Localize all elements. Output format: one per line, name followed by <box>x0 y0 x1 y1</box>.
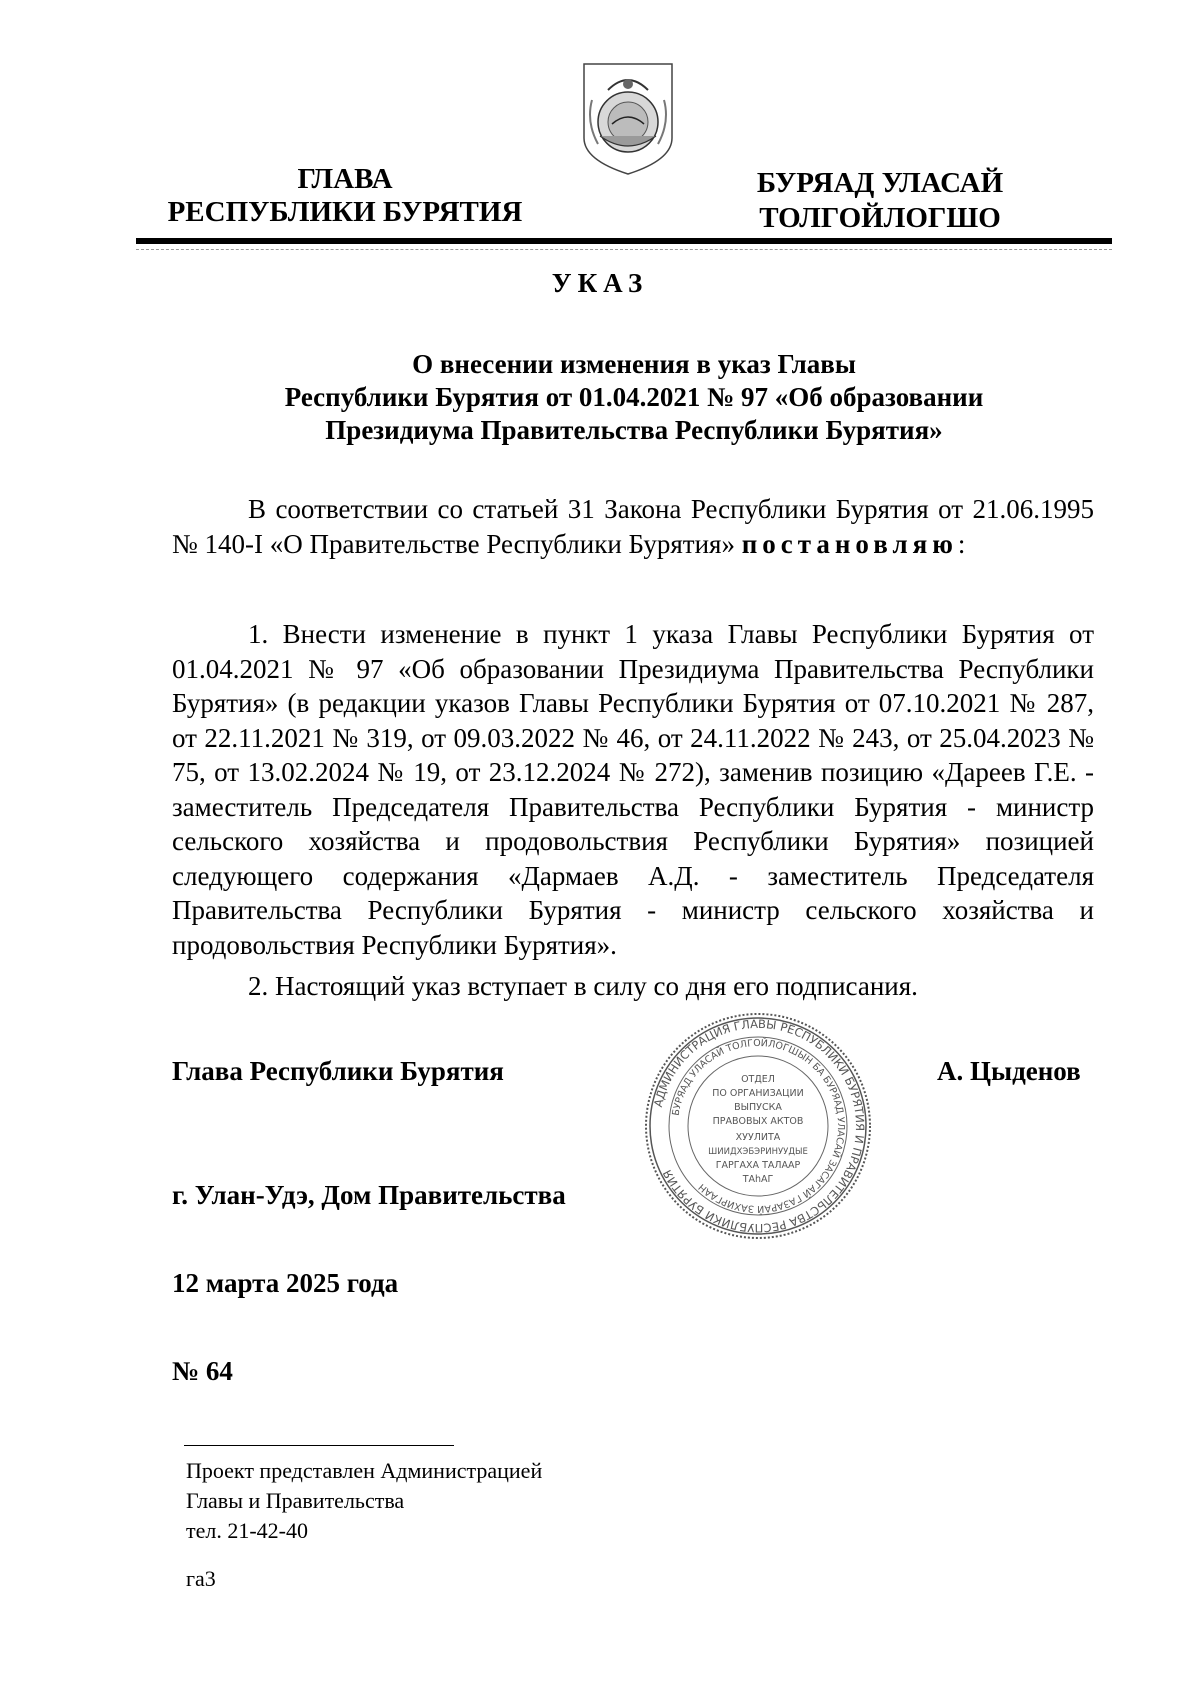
preamble-paragraph <box>172 492 1094 561</box>
signature-position: Глава Республики Бурятия <box>172 1056 504 1086</box>
title-line3: Президиума Правительства Республики Бурятия» <box>325 415 943 445</box>
header-left-line2: РЕСПУБЛИКИ БУРЯТИЯ <box>167 196 523 228</box>
stamp-center-line2: ПО ОРГАНИЗАЦИИ <box>712 1088 804 1099</box>
header-right-line2: ТОЛГОЙЛОГШО <box>759 202 1001 234</box>
title-line1: О внесении изменения в указ Главы <box>412 349 856 379</box>
document-type: УКАЗ <box>551 268 649 298</box>
header-left-line1: ГЛАВА <box>297 163 393 195</box>
footnote-line2: Главы и Правительства <box>186 1488 405 1513</box>
stamp-center-line5: ХУУЛИТА <box>735 1132 781 1143</box>
item-1-paragraph: 1. Внести изменение в пункт 1 указа Главы Республики Бурятия от 01.04.2021 № 97 «Об образовании Президиума Правительства Республики Бурятия» (в редакции указов Главы Республики Бурятия от 07.10.2021 № 287, от 22.11.2021 № 319, от 09.03.2022 № 46, от 24.11.2022 № 243, от 25.04.2023 № 75, от 13.02.2024 № 19, от 23.12.2024 № 272), заменив позицию «Дареев Г.Е. - заместитель Председателя Правительства Республики Бурятия - министр сельского хозяйства и продовольствия Республики Бурятия» позицией следующего содержания «Дармаев А.Д. - заместитель Председателя Правительства Республики Бурятия - министр сельского хозяйства и продовольствия Республики Бурятия». <box>172 619 1094 960</box>
official-stamp <box>642 1010 874 1242</box>
footnote-rule <box>184 1445 454 1446</box>
footnote-line1: Проект представлен Администрацией <box>186 1458 543 1483</box>
decree-number: № 64 <box>172 1356 233 1386</box>
stamp-center-line1: ОТДЕЛ <box>741 1074 775 1085</box>
footnote <box>186 1456 542 1546</box>
header-left <box>160 163 530 229</box>
document-code: га3 <box>186 1566 216 1591</box>
coat-of-arms-emblem <box>578 60 678 178</box>
header-rule-thin <box>136 249 1112 250</box>
header-rule-thick <box>136 238 1112 244</box>
footnote-line3: тел. 21-42-40 <box>186 1518 309 1543</box>
preamble-text: В соответствии со статьей 31 Закона Республики Бурятия от 21.06.1995 № 140-I «О Правительстве Республики Бурятия» <box>172 494 1094 559</box>
preamble-end: : <box>957 528 966 559</box>
signing-date: 12 марта 2025 года <box>172 1268 399 1298</box>
signature-name: А. Цыденов <box>937 1056 1081 1086</box>
stamp-center-line4: ПРАВОВЫХ АКТОВ <box>712 1116 804 1127</box>
item-2-paragraph: 2. Настоящий указ вступает в силу со дня его подписания. <box>248 971 918 1001</box>
stamp-outer-text: АДМИНИСТРАЦИЯ ГЛАВЫ РЕСПУБЛИКИ БУРЯТИЯ И ПРАВИТЕЛЬСТВА РЕСПУБЛИКИ БУРЯТИЯ <box>650 1016 868 1236</box>
signing-place: г. Улан-Удэ, Дом Правительства <box>172 1180 566 1210</box>
decree-word: постановляю <box>741 528 958 559</box>
stamp-inner-text: БУРЯАД УЛАСАЙ ТОЛГОЙЛОГШЫН БА БУРЯАД УЛАСАЙ ЗАСАГАЙ ГАЗАРАЙ ЗАХИРГААН <box>670 1037 847 1215</box>
stamp-center-line7: ГАРГАХА ТАЛААР <box>715 1160 801 1171</box>
stamp-center-line3: ВЫПУСКА <box>734 1102 782 1113</box>
title-line2: Республики Бурятия от 01.04.2021 № 97 «Об образовании <box>284 382 984 412</box>
header-right-line1: БУРЯАД УЛАСАЙ <box>756 167 1004 199</box>
stamp-center-line8: ТАhАГ <box>742 1174 774 1185</box>
stamp-center-line6: ШИИДХЭБЭРИНУУДЫЕ <box>708 1147 808 1157</box>
document-title <box>160 348 1108 447</box>
header-right <box>740 166 1020 236</box>
